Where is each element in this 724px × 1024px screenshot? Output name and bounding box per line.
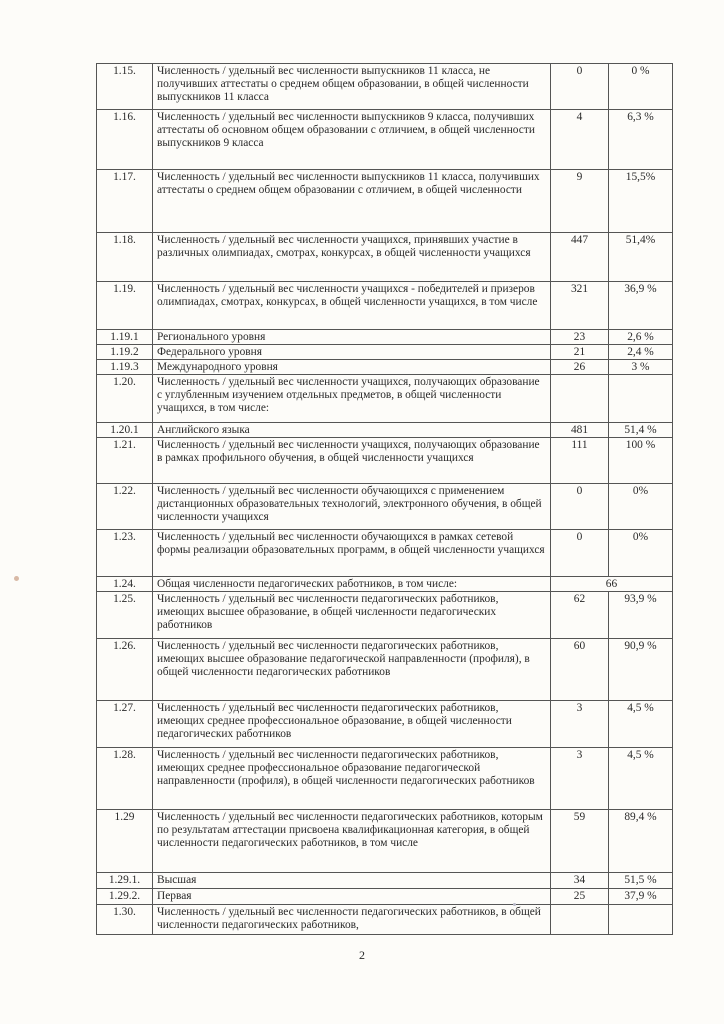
row-description: Английского языка [153,423,551,438]
row-percent: 4,5 % [609,701,673,748]
paper-speck [14,576,19,581]
row-count: 321 [551,282,609,330]
row-percent: 4,5 % [609,748,673,810]
row-count: 59 [551,810,609,873]
row-description: Численность / удельный вес численности учащихся, получающих образование с углубленным изучением отдельных предметов, в общей численности учащихся, в том числе: [153,375,551,423]
table-row [97,639,673,701]
row-count: 4 [551,110,609,170]
row-count: 23 [551,330,609,345]
row-percent: 15,5% [609,170,673,233]
row-percent [609,905,673,935]
table-row [97,330,673,345]
row-count: 0 [551,484,609,530]
row-number: 1.15. [97,64,153,110]
row-count: 3 [551,701,609,748]
table-row [97,360,673,375]
row-description: Численность / удельный вес численности педагогических работников, имеющих высшее образование педагогической направленности (профиля), в общей численности педагогических работников [153,639,551,701]
row-percent: 93,9 % [609,592,673,639]
row-description: Высшая [153,873,551,889]
row-number: 1.16. [97,110,153,170]
row-percent: 51,4% [609,233,673,282]
row-number: 1.19.3 [97,360,153,375]
row-count: 0 [551,64,609,110]
table-row [97,375,673,423]
row-description: Федерального уровня [153,345,551,360]
row-count: 66 [551,577,673,592]
table-row [97,233,673,282]
table-row [97,592,673,639]
table-row [97,905,673,935]
row-count: 26 [551,360,609,375]
row-description: Численность / удельный вес численности обучающихся в рамках сетевой формы реализации образовательных программ, в общей численности учащихся [153,530,551,577]
row-count: 60 [551,639,609,701]
row-number: 1.19.1 [97,330,153,345]
row-description: Численность / удельный вес численности учащихся - победителей и призеров олимпиадах, смотрах, конкурсах, в общей численности учащихся, в том числе [153,282,551,330]
row-description: Численность / удельный вес численности учащихся, получающих образование в рамках профильного обучения, в общей численности учащихся [153,438,551,484]
row-description: Численность / удельный вес численности выпускников 11 класса, не получивших аттестаты о среднем общем образовании, в общей численности выпускников 11 класса [153,64,551,110]
row-description: Численность / удельный вес численности педагогических работников, имеющих высшее образование, в общей численности педагогических работников [153,592,551,639]
row-number: 1.28. [97,748,153,810]
row-number: 1.23. [97,530,153,577]
row-count: 21 [551,345,609,360]
indicators-table [96,63,673,935]
row-number: 1.19.2 [97,345,153,360]
page-number: 2 [359,948,365,962]
row-description: Численность / удельный вес численности педагогических работников, в общей численности педагогических работников, [153,905,551,935]
table-row [97,748,673,810]
row-number: 1.18. [97,233,153,282]
row-percent: 0% [609,530,673,577]
row-number: 1.20.1 [97,423,153,438]
row-percent: 3 % [609,360,673,375]
table-row [97,438,673,484]
row-number: 1.27. [97,701,153,748]
row-percent: 51,4 % [609,423,673,438]
row-count: 62 [551,592,609,639]
row-number: 1.29.1. [97,873,153,889]
row-number: 1.25. [97,592,153,639]
row-description: Первая [153,889,551,905]
table-row [97,810,673,873]
row-percent: 89,4 % [609,810,673,873]
table-row [97,64,673,110]
table-row [97,889,673,905]
row-percent: 100 % [609,438,673,484]
row-count: 481 [551,423,609,438]
row-number: 1.19. [97,282,153,330]
row-percent [609,375,673,423]
row-number: 1.29 [97,810,153,873]
row-percent: 2,6 % [609,330,673,345]
table-row [97,282,673,330]
row-count: 447 [551,233,609,282]
table-row [97,423,673,438]
row-count: 9 [551,170,609,233]
table-row [97,701,673,748]
row-number: 1.22. [97,484,153,530]
row-number: 1.26. [97,639,153,701]
table-row [97,577,673,592]
row-count [551,375,609,423]
row-description: Численность / удельный вес численности педагогических работников, имеющих среднее профессиональное образование педагогической направленности (профиля), в общей численности педагогических работников [153,748,551,810]
row-percent: 0% [609,484,673,530]
row-percent: 90,9 % [609,639,673,701]
table-row [97,345,673,360]
row-percent: 6,3 % [609,110,673,170]
table-row [97,873,673,889]
row-description: Численность / удельный вес численности педагогических работников, имеющих среднее профессиональное образование, в общей численности педагогических работников [153,701,551,748]
row-percent: 36,9 % [609,282,673,330]
row-percent: 2,4 % [609,345,673,360]
row-percent: 37,9 % [609,889,673,905]
row-description: Численность / удельный вес численности выпускников 9 класса, получивших аттестаты об основном общем образовании с отличием, в общей численности выпускников 9 класса [153,110,551,170]
table-row [97,110,673,170]
row-description: Численность / удельный вес численности выпускников 11 класса, получивших аттестаты о среднем общем образовании с отличием, в общей численности [153,170,551,233]
row-percent: 51,5 % [609,873,673,889]
table-row [97,530,673,577]
paper-speck [513,903,516,906]
row-number: 1.24. [97,577,153,592]
row-description: Общая численности педагогических работников, в том числе: [153,577,551,592]
row-number: 1.29.2. [97,889,153,905]
row-count [551,905,609,935]
row-count: 0 [551,530,609,577]
row-description: Численность / удельный вес численности обучающихся с применением дистанционных образовательных технологий, электронного обучения, в общей численности учащихся [153,484,551,530]
row-description: Международного уровня [153,360,551,375]
row-percent: 0 % [609,64,673,110]
row-count: 3 [551,748,609,810]
table-row [97,484,673,530]
row-number: 1.17. [97,170,153,233]
row-count: 111 [551,438,609,484]
row-description: Регионального уровня [153,330,551,345]
row-description: Численность / удельный вес численности учащихся, принявших участие в различных олимпиадах, смотрах, конкурсах, в общей численности учащихся [153,233,551,282]
row-description: Численность / удельный вес численности педагогических работников, которым по результатам аттестации присвоена квалификационная категория, в общей численности педагогических работников, в том числе [153,810,551,873]
row-number: 1.21. [97,438,153,484]
table-row [97,170,673,233]
row-number: 1.20. [97,375,153,423]
row-number: 1.30. [97,905,153,935]
row-count: 25 [551,889,609,905]
row-count: 34 [551,873,609,889]
